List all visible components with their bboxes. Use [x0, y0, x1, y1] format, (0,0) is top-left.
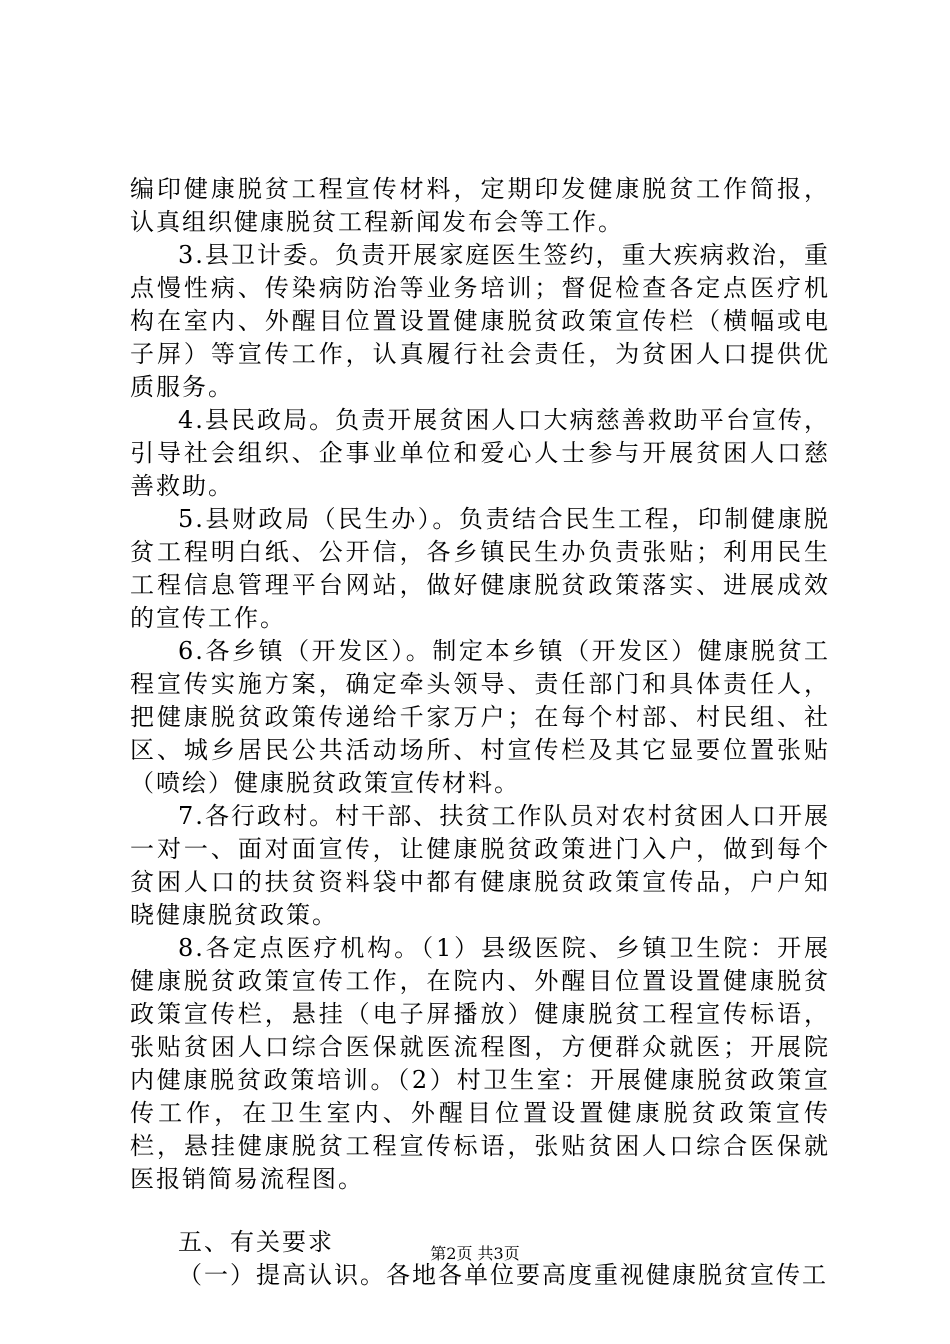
paragraph-continued: 编印健康脱贫工程宣传材料，定期印发健康脱贫工作简报，认真组织健康脱贫工程新闻发布会等工作。 [130, 175, 830, 236]
paragraph-requirement-1: （一）提高认识。各地各单位要高度重视健康脱贫宣传工 [178, 1261, 828, 1289]
section-heading: 五、有关要求 [178, 1228, 334, 1256]
paragraph-item-6: 6.各乡镇（开发区）。制定本乡镇（开发区）健康脱贫工程宣传实施方案，确定牵头领导、责任部门和具体责任人，把健康脱贫政策传递给千家万户；在每个村部、村民组、社区、城乡居民公共活动场所、村宣传栏及其它显要位置张贴（喷绘）健康脱贫政策宣传材料。 [130, 637, 830, 797]
paragraph-item-7: 7.各行政村。村干部、扶贫工作队员对农村贫困人口开展一对一、面对面宣传，让健康脱贫政策进门入户，做到每个贫困人口的扶贫资料袋中都有健康脱贫政策宣传品，户户知晓健康脱贫政策。 [130, 802, 830, 929]
paragraph-item-4: 4.县民政局。负责开展贫困人口大病慈善救助平台宣传，引导社会组织、企事业单位和爱心人士参与开展贫困人口慈善救助。 [130, 406, 830, 500]
paragraph-item-8: 8.各定点医疗机构。（1）县级医院、乡镇卫生院：开展健康脱贫政策宣传工作，在院内、外醒目位置设置健康脱贫政策宣传栏，悬挂（电子屏播放）健康脱贫工程宣传标语，张贴贫困人口综合医保就医流程图，方便群众就医；开展院内健康脱贫政策培训。（2）村卫生室：开展健康脱贫政策宣传工作，在卫生室内、外醒目位置设置健康脱贫政策宣传栏，悬挂健康脱贫工程宣传标语，张贴贫困人口综合医保就医报销简易流程图。 [130, 934, 830, 1193]
page-footer: 第2页 共3页 [430, 1244, 520, 1263]
document-body [130, 173, 830, 1292]
paragraph-item-5: 5.县财政局（民生办）。负责结合民生工程，印制健康脱贫工程明白纸、公开信，各乡镇民生办负责张贴；利用民生工程信息管理平台网站，做好健康脱贫政策落实、进展成效的宣传工作。 [130, 505, 830, 632]
paragraph-item-3: 3.县卫计委。负责开展家庭医生签约，重大疾病救治，重点慢性病、传染病防治等业务培训；督促检查各定点医疗机构在室内、外醒目位置设置健康脱贫政策宣传栏（横幅或电子屏）等宣传工作，认真履行社会责任，为贫困人口提供优质服务。 [130, 241, 830, 401]
